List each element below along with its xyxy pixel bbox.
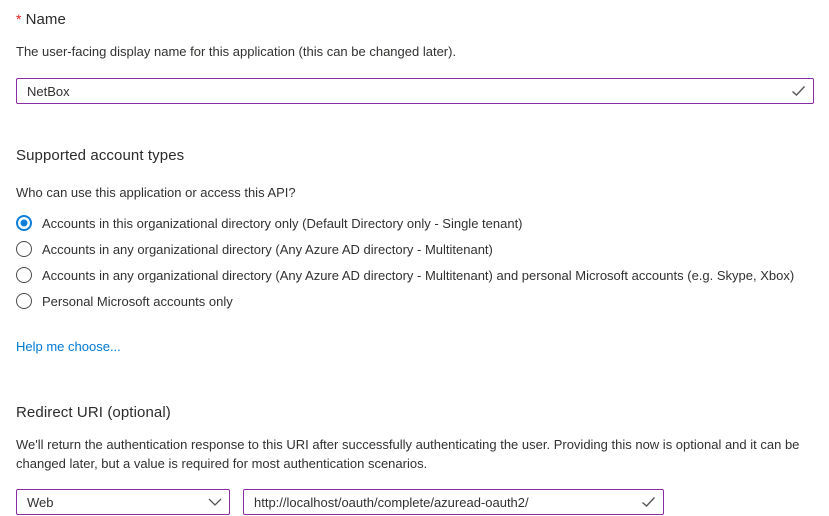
name-label: Name [25, 11, 66, 28]
redirect-uri-description: We'll return the authentication response to this URI after successfully authenticating the user. Providing this now is optional and it can be changed later, but a value is required for most authentication scenarios. [16, 437, 800, 471]
radio-option-2[interactable] [16, 262, 814, 288]
radio-option-label: Personal Microsoft accounts only [42, 293, 233, 309]
radio-option-3[interactable] [16, 288, 814, 314]
radio-button-icon[interactable] [16, 241, 32, 257]
radio-option-0[interactable] [16, 210, 814, 236]
redirect-uri-heading: Redirect URI (optional) [16, 404, 171, 421]
help-me-choose-link[interactable]: Help me choose... [16, 339, 121, 354]
radio-option-label: Accounts in any organizational directory (Any Azure AD directory - Multitenant) and personal Microsoft accounts (e.g. Skype, Xbox) [42, 267, 795, 283]
redirect-uri-input[interactable] [244, 490, 663, 514]
radio-option-label: Accounts in any organizational directory (Any Azure AD directory - Multitenant) [42, 241, 493, 257]
radio-button-icon[interactable] [16, 293, 32, 309]
platform-select[interactable] [16, 489, 230, 515]
required-asterisk: * [16, 11, 22, 27]
radio-option-label: Accounts in this organizational directory only (Default Directory only - Single tenant) [42, 215, 523, 231]
account-types-heading: Supported account types [16, 147, 185, 164]
name-input-container [16, 78, 814, 104]
redirect-uri-controls [16, 489, 814, 515]
redirect-uri-input-container [243, 489, 664, 515]
account-types-question: Who can use this application or access this API? [16, 185, 296, 200]
chevron-down-icon [208, 498, 222, 507]
radio-button-icon[interactable] [16, 215, 32, 231]
radio-button-icon[interactable] [16, 267, 32, 283]
name-input[interactable] [17, 79, 813, 103]
name-section-heading [16, 11, 814, 28]
name-description: The user-facing display name for this application (this can be changed later). [16, 44, 457, 59]
radio-option-1[interactable] [16, 236, 814, 262]
platform-select-value: Web [27, 494, 54, 510]
account-types-radio-group [16, 210, 814, 314]
